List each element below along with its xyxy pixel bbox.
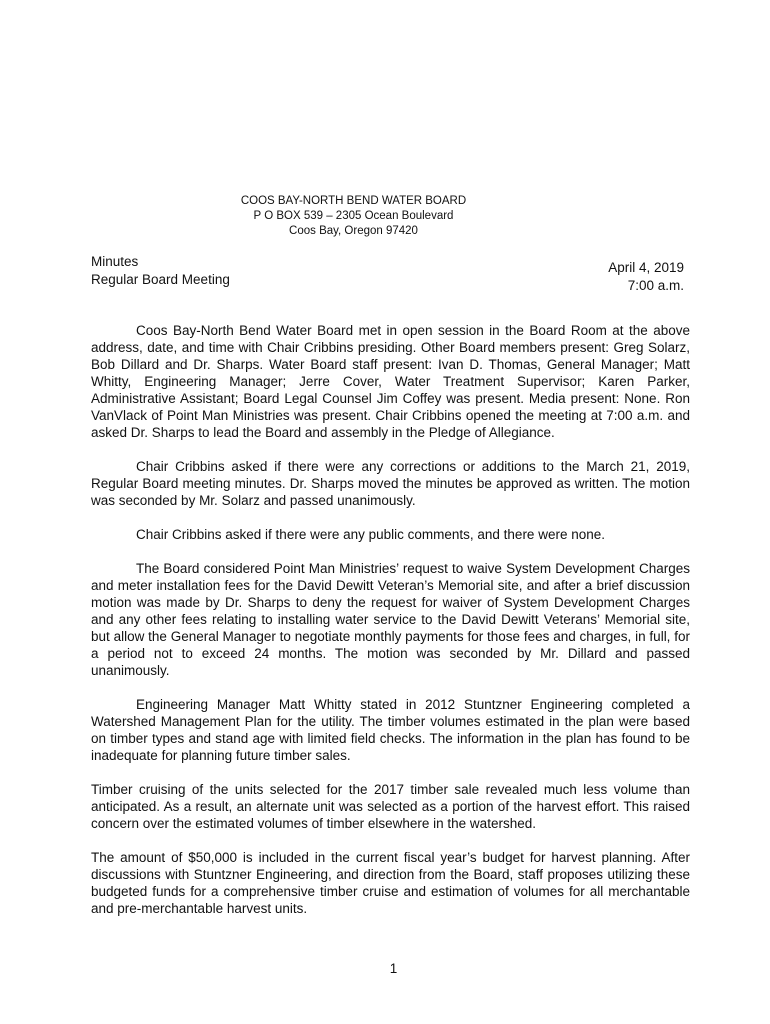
paragraph-timber-cruising: Timber cruising of the units selected for the 2017 timber sale revealed much less volume than anticipated. As a result, an alternate unit was selected as a portion of the harvest effort. This raised concern over the estimated volumes of timber elsewhere in the watershed. xyxy=(91,782,690,831)
meeting-datetime-block xyxy=(608,259,684,295)
address-line-1: P O BOX 539 – 2305 Ocean Boulevard xyxy=(253,210,454,222)
document-type-block xyxy=(91,253,230,289)
letterhead xyxy=(0,194,707,239)
paragraph-watershed-plan: Engineering Manager Matt Whitty stated in 2012 Stuntzner Engineering completed a Watershed Management Plan for the utility. The timber volumes estimated in the plan were based on timber types and stand age with limited field checks. The information in the plan has found to be inadequate for planning future timber sales. xyxy=(91,697,690,763)
meeting-date: April 4, 2019 xyxy=(608,260,684,275)
document-type: Minutes xyxy=(91,254,139,269)
paragraph-fee-waiver-request: The Board considered Point Man Ministries’ request to waive System Development Charges and meter installation fees for the David Dewitt Veteran’s Memorial site, and after a brief discussion motion was made by Dr. Sharps to deny the request for waiver of System Development Charges and any other fees relating to installing water service to the David Dewitt Veterans’ Memorial site, but allow the General Manager to negotiate monthly payments for those fees and charges, in full, for a period not to exceed 24 months. The motion was seconded by Mr. Dillard and passed unanimously. xyxy=(91,561,690,678)
meeting-type: Regular Board Meeting xyxy=(91,272,230,287)
meeting-time: 7:00 a.m. xyxy=(627,278,684,293)
address-line-2: Coos Bay, Oregon 97420 xyxy=(289,225,418,237)
paragraph-minutes-approval: Chair Cribbins asked if there were any corrections or additions to the March 21, 2019, Regular Board meeting minutes. Dr. Sharps moved the minutes be approved as written. The motion was seconded by Mr. Solarz and passed unanimously. xyxy=(91,459,690,508)
paragraph-budget: The amount of $50,000 is included in the current fiscal year’s budget for harvest planning. After discussions with Stuntzner Engineering, and direction from the Board, staff proposes utilizing these budgeted funds for a comprehensive timber cruise and estimation of volumes for all merchantable and pre-merchantable harvest units. xyxy=(91,850,690,916)
paragraph-call-to-order: Coos Bay-North Bend Water Board met in open session in the Board Room at the above address, date, and time with Chair Cribbins presiding. Other Board members present: Greg Solarz, Bob Dillard and Dr. Sharps. Water Board staff present: Ivan D. Thomas, General Manager; Matt Whitty, Engineering Manager; Jerre Cover, Water Treatment Supervisor; Karen Parker, Administrative Assistant; Board Legal Counsel Jim Coffey was present. Media present: None. Ron VanVlack of Point Man Ministries was present. Chair Cribbins opened the meeting at 7:00 a.m. and asked Dr. Sharps to lead the Board and assembly in the Pledge of Allegiance. xyxy=(91,323,690,440)
paragraph-public-comments: Chair Cribbins asked if there were any public comments, and there were none. xyxy=(136,527,605,542)
page-number: 1 xyxy=(389,961,398,976)
organization-name: COOS BAY-NORTH BEND WATER BOARD xyxy=(240,195,467,207)
minutes-body xyxy=(91,322,690,934)
